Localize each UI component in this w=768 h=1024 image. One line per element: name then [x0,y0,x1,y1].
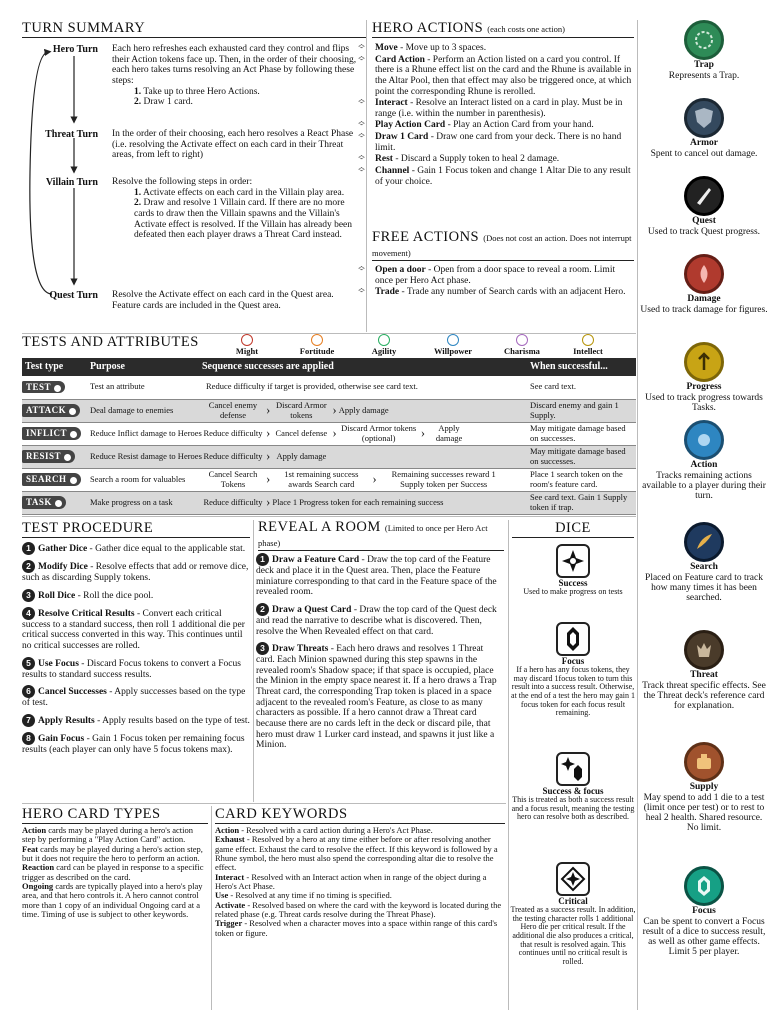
table-row: ATTACK Deal damage to enemies Cancel enemy defense › Discard Armor tokens › Apply damage Discard enemy and gain 1 Supply. [22,399,636,422]
action-item: <> Play Action Card - Play an Action Card from your hand. [358,119,594,131]
free-action-item: <> Open a door - Open from a door space to reveal a room. Limit once per Hero Act phase. [358,264,616,286]
villain-turn-label: Villain Turn [45,177,98,188]
free-actions-title: FREE ACTIONS (Does not cost an action. Does not interrupt movement) [372,230,634,261]
legend-armor: Armor Spent to cancel out damage. [640,98,768,159]
table-row: RESIST Reduce Resist damage to Heroes Reduce difficulty › Apply damage May mitigate damage based on successes. [22,445,636,468]
legend-damage: Damage Used to track damage for figures. [640,254,768,315]
procedure-step: 4 Resolve Critical Results - Convert each critical success to a standard success, then roll 1 additional die per critical success converted in this way. This continues until no critical successes are rolled. [22,607,245,651]
fortitude-icon [311,334,323,346]
turn-flow-arrows [22,42,112,302]
card-type-item: Reaction card can be played in response to a specific trigger as described on the card. [22,862,204,882]
legend-trap: Trap Represents a Trap. [640,20,768,81]
legend-threat: Threat Track threat specific effects. See the Threat deck's reference card for explanation. [640,630,768,711]
damage-icon [684,254,724,294]
threat-turn-label: Threat Turn [45,129,98,140]
table-row: SEARCH Search a room for valuables Cancel Search Tokens › 1st remaining success awards Search card › Remaining successes reward 1 Supply token per Success Place 1 search token on the room's feature card. [22,468,636,491]
success-die-icon [556,544,590,578]
legend-search: Search Placed on Feature card to track how many times it has been searched. [640,522,768,603]
reveal-step: 3 Draw Threats - Each hero draws and resolves 1 Threat card. Each Minion spawned during this step spawns in the revealed room's Shadow space; if that space is occupied, place the Minion in the empty space nearest it. If a hero draws a Trap Threat card, the corresponding Trap token is placed in a space adjacent to the revealed room's Feature, as close to as many characters as possible. If a hero cannot draw a Threat card because there are no cards left in the deck or discard pile, that hero must draw 1 Lurker card instead, and spawns it just like a Minion. [256,643,497,751]
card-type-item: Feat cards may be played during a hero's action step, but it does not require the hero to perform an action. [22,843,203,864]
action-arrows-icon: <> [358,131,364,140]
test-procedure-list [22,542,250,760]
reveal-step: 1 Draw a Feature Card - Draw the top card of the Feature deck and place it in the Quest area. Then, place the Feature miniature corresponding to that card in the Feature space of the revealed room. [256,554,497,598]
procedure-step: 5 Use Focus - Discard Focus tokens to convert a Focus results to standard success results. [22,657,241,680]
action-item: <> Interact - Resolve an Interact listed on a card in play. Must be in range (i.e. within the number in parenthesis). [358,97,623,119]
procedure-step: 3 Roll Dice - Roll the dice pool. [22,589,250,602]
dice-title: DICE [512,520,634,538]
keyword-item: Exhaust - Resolved by a hero at any time either before or after resolving another game effect. Exhaust the card to resolve the effect. If this keyword is followed by a Rhune symbol, the hero must also spend the corresponding altar die to resolve the effect. [215,834,498,873]
free-actions-list [358,265,634,299]
threat-turn-text: In the order of their choosing, each hero resolves a React Phase (i.e. resolving the Activate effect on each card in their Threat areas, from left to right) [112,129,354,161]
quest-turn-text: Resolve the Activate effect on each card in the Quest area. Feature cards are included in the Quest area. [112,290,334,311]
critical-die-icon [556,862,590,896]
hero-card-types-title: HERO CARD TYPES [22,806,208,824]
trap-icon [684,20,724,60]
intellect-icon [582,334,594,346]
threat-icon [684,630,724,670]
action-item: <> Card Action - Perform an Action listed on a card you control. If there is a Rhune effect list on the card and the Rhune is available in the Altar Pool, then that effect may also be triggered once, at which point the corresponding Rhune is rerolled. [358,53,632,97]
attribute-intellect: Intellect [563,334,613,357]
attribute-willpower: Willpower [428,334,478,357]
attack-tag: ATTACK [22,404,80,416]
legend-quest: Quest Used to track Quest progress. [640,176,768,237]
die-success-focus: Success & focus This is treated as both a success result and a focus result, meaning the testing hero can resolve both as described. [510,752,636,822]
table-row: TASK Make progress on a task Reduce difficulty › Place 1 Progress token for each remaining success See card text. Gain 1 Supply token if trap. [22,491,636,514]
hero-card-types-list [22,826,208,919]
action-item: <> Move - Move up to 3 spaces. [358,42,487,53]
table-row: INFLICT Reduce Inflict damage to Heroes Reduce difficulty › Cancel defense › Discard Armor tokens (optional) › Apply damage May mitigate damage based on successes. [22,422,636,445]
procedure-step: 2 Modify Dice - Resolve effects that add or remove dice, such as discarding Supply tokens. [22,561,249,583]
action-arrows-icon: <> [358,153,364,163]
keyword-item: Action - Resolved with a card action during a Hero's Act Phase. [215,825,433,835]
supply-icon [684,742,724,782]
progress-icon [684,342,724,382]
procedure-step: 7 Apply Results - Apply results based on the type of test. [22,714,250,727]
might-icon [241,334,253,346]
turn-summary-title: TURN SUMMARY [22,20,367,38]
agility-icon [378,334,390,346]
hero-turn-label: Hero Turn [52,44,98,55]
table-row: TEST Test an attribute Reduce difficulty if target is provided, otherwise see card text. See card text. [22,376,636,399]
card-type-item: Action cards may be played during a hero's action step by performing a "Play Action Card" action. [22,825,194,845]
card-type-item: Ongoing cards are typically played into a hero's play area, and that hero controls it. A hero cannot control more than 1 copy of an individual Ongoing card at a time. Timing of use is subject to other keywords. [22,881,203,920]
focus-icon [684,866,724,906]
focus-die-icon [556,622,590,656]
action-item: <> Channel - Gain 1 Focus token and change 1 Altar Die to any result of your choice. [358,164,631,187]
procedure-step: 8 Gain Focus - Gain 1 Focus token per remaining focus results (each player can only have 5 focus tokens max). [22,732,245,755]
card-keywords-title: CARD KEYWORDS [215,806,505,824]
reveal-step: 2 Draw a Quest Card - Draw the top card of the Quest deck and read the narrative to describe what is discovered. Then, resolve the When Revealed effect on that card. [256,603,497,637]
willpower-icon [447,334,459,346]
reveal-room-list [256,553,504,756]
quest-turn-label: Quest Turn [49,290,98,301]
task-tag: TASK [22,496,66,508]
hero-actions-title: HERO ACTIONS (each costs one action) [372,20,634,38]
search-tag: SEARCH [22,473,81,485]
procedure-step: 6 Cancel Successes - Apply successes based on the type of test. [22,686,246,709]
die-focus: Focus If a hero has any focus tokens, they may discard 1focus token to turn this result into a success result. Otherwise, at the end of a test the hero may gain 1 focus token for each focus result remaining. [510,622,636,718]
test-procedure-title: TEST PROCEDURE [22,520,250,538]
tests-table [22,358,636,515]
legend-focus: Focus Can be spent to convert a Focus result of a dice to success result, as well as other game effects. Limit 5 per player. [640,866,768,958]
keyword-item: Interact - Resolved with an Interact action when in range of the object during a Hero's Act Phase. [215,871,487,892]
attribute-fortitude: Fortitude [292,334,342,357]
keyword-item: Trigger - Resolved when a character moves into a space within range of this card's token or figure. [215,918,498,938]
resist-tag: RESIST [22,450,75,462]
attribute-agility: Agility [359,334,409,357]
action-arrows-icon: <> [358,264,364,273]
armor-icon [684,98,724,138]
reveal-room-title: REVEAL A ROOM (Limited to once per Hero Act phase) [258,520,504,551]
hero-turn-text: Each hero refreshes each exhausted card they control and flips their Action tokens face up. Then, in the order of their choosing, each hero takes turns resolving an Act Phase by following these steps: 1. Take up to three Hero Actions. 2. Draw 1 card. [112,44,357,108]
legend-supply: Supply May spend to add 1 die to a test (limit once per test) or to rest to heal 2 health. Shared resource. No limit. [640,742,768,834]
charisma-icon [516,334,528,346]
free-action-item: <> Trade - Trade any number of Search cards with an adjacent Hero. [358,286,626,298]
card-keywords-list [215,826,505,938]
legend-progress: Progress Used to track progress towards Tasks. [640,342,768,413]
action-arrows-icon: <> [358,53,364,63]
action-arrows-icon: <> [358,42,364,51]
procedure-step: 1 Gather Dice - Gather dice equal to the applicable stat. [22,542,250,555]
action-arrows-icon: <> [358,164,364,174]
villain-turn-text: Resolve the following steps in order: 1. Activate effects on each card in the Villain play area. 2. Draw and resolve 1 Villain card. If there are no more cards to draw then the Villain spawns and the Villain's Activate effect is resolved. If the Villain has already been defeated then each player draws a Threat Card instead. [112,177,353,241]
tests-title: TESTS AND ATTRIBUTES [22,334,199,350]
action-arrows-icon: <> [358,119,364,129]
keyword-item: Use - Resolved at any time if no timing is specified. [215,890,392,901]
action-item: <> Rest - Discard a Supply token to heal 2 damage. [358,153,560,165]
die-critical: Critical Treated as a success result. In addition, the testing character rolls 1 additional Hero die per critical result. If the additional die also produces a critical, that result is resolved again. This continues until no critical result is rolled. [510,862,636,966]
action-item: <> Draw 1 Card - Draw one card from your deck. There is no hand limit. [358,131,622,153]
hero-actions-list [358,43,634,188]
attribute-might: Might [222,334,272,357]
inflict-tag: INFLICT [22,427,81,439]
tests-table-header: Test type Purpose Sequence successes are applied When successful... [22,358,636,376]
legend-action: Action Tracks remaining actions available to a player during their turn. [640,420,768,501]
action-arrows-icon: <> [358,97,364,107]
success-focus-die-icon [556,752,590,786]
action-icon [684,420,724,460]
die-success: Success Used to make progress on tests [510,544,636,597]
quest-icon [684,176,724,216]
search-icon [684,522,724,562]
action-arrows-icon: <> [358,286,364,296]
test-tag: TEST [22,381,65,393]
keyword-item: Activate - Resolved based on where the card with the keyword is located during the related phase (e.g. Threat cards resolve during the Threat Phase). [215,899,502,920]
attribute-charisma: Charisma [497,334,547,357]
